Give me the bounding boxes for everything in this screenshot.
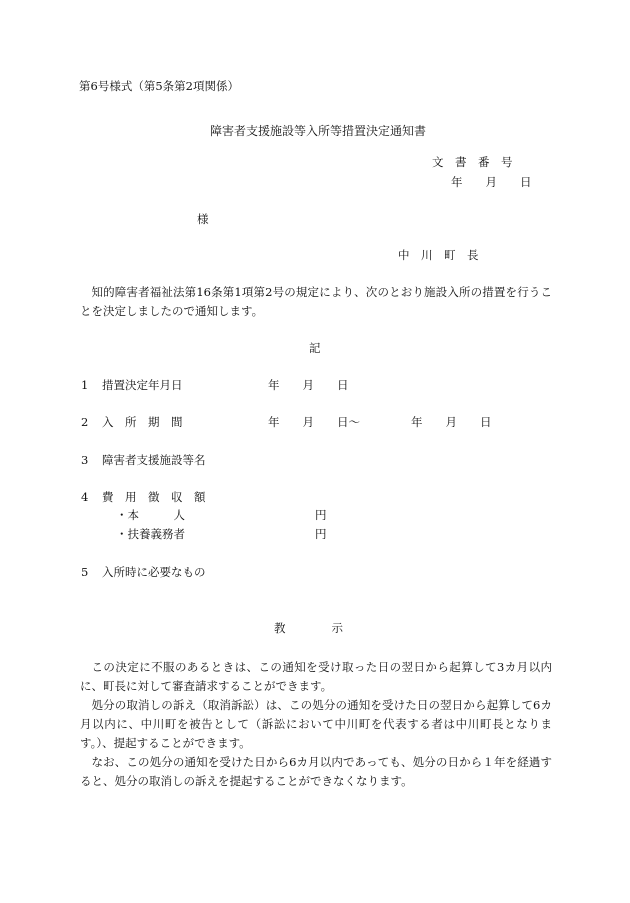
instruction-heading: 教 示 [274,621,343,635]
item-number-2: 2 [81,415,89,429]
sub-item-unit-guardian: 円 [315,527,327,541]
item-label-2: 入 所 期 間 [102,415,183,429]
issuer-name: 中 川 町 長 [398,248,479,262]
item-number-5: 5 [81,565,89,579]
item-number-4: 4 [81,490,89,504]
item-number-3: 3 [81,453,89,467]
instruction-paragraph-1: この決定に不服のあるときは、この通知を受け取った日の翌日から起算して3カ月以内に、町長に対して審査請求することができます。 [80,660,552,693]
item-label-3: 障害者支援施設等名 [102,453,206,467]
addressee-suffix: 様 [197,212,209,226]
instruction-paragraph-2: 処分の取消しの訴え（取消訴訟）は、この処分の通知を受けた日の翌日から起算して6カ月以内に、中川町を被告として（訴訟において中川町を代表する者は中川町長となります。）、提起することができます。 [80,698,552,750]
document-title: 障害者支援施設等入所等措置決定通知書 [210,124,427,138]
item-label-1: 措置決定年月日 [102,378,183,392]
form-label: 第6号様式（第5条第2項関係） [79,79,239,93]
sub-item-label-self: ・本 人 [116,508,185,522]
instruction-body [80,658,552,791]
item-number-1: 1 [81,378,89,392]
issue-date: 年 月 日 [451,175,532,189]
document-number-label: 文 書 番 号 [432,155,513,169]
item-value-2-start: 年 月 日〜 [268,415,360,429]
instruction-paragraph-3: なお、この処分の通知を受けた日から6カ月以内であっても、処分の日から１年を経過すると、処分の取消しの訴えを提起することができなくなります。 [80,755,552,788]
item-value-1: 年 月 日 [268,378,349,392]
item-label-5: 入所時に必要なもの [102,565,206,579]
intro-paragraph [80,283,552,321]
intro-text: 知的障害者福祉法第16条第1項第2号の規定により、次のとおり施設入所の措置を行うことを決定しましたので通知します。 [80,285,552,318]
sub-item-unit-self: 円 [315,508,327,522]
item-value-2-end: 年 月 日 [411,415,492,429]
item-label-4: 費 用 徴 収 額 [102,490,206,504]
sub-item-label-guardian: ・扶養義務者 [116,527,185,541]
ki-heading: 記 [309,341,321,355]
